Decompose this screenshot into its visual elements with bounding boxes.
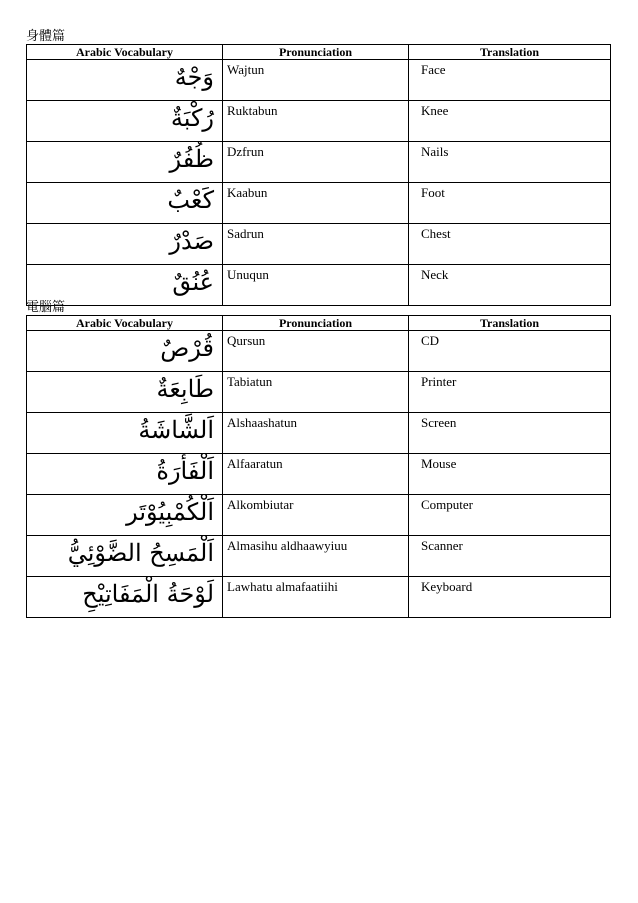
pronunciation: Lawhatu almafaatiihi	[223, 577, 409, 618]
arabic-word: طَابِعَةٌ	[27, 372, 223, 413]
arabic-word: اَلْمَسِحُ الضَّوْئِيُّ	[27, 536, 223, 577]
pronunciation: Tabiatun	[223, 372, 409, 413]
vocabulary-table	[26, 315, 611, 618]
translation: Face	[409, 60, 611, 101]
table-row	[27, 372, 611, 413]
header-arabic: Arabic Vocabulary	[27, 316, 223, 331]
arabic-word: وَجْهٌ	[27, 60, 223, 101]
arabic-word: قُرْصٌ	[27, 331, 223, 372]
pronunciation: Kaabun	[223, 183, 409, 224]
translation: Computer	[409, 495, 611, 536]
table-row	[27, 101, 611, 142]
pronunciation: Wajtun	[223, 60, 409, 101]
section-title: 電腦篇	[26, 299, 66, 314]
header-arabic: Arabic Vocabulary	[27, 45, 223, 60]
table-row	[27, 331, 611, 372]
pronunciation: Unuqun	[223, 265, 409, 306]
table-row	[27, 224, 611, 265]
translation: Foot	[409, 183, 611, 224]
arabic-word: لَوْحَةُ الْمَفَاتِيْحِ	[27, 577, 223, 618]
table-row	[27, 60, 611, 101]
header-translation: Translation	[409, 316, 611, 331]
translation: Screen	[409, 413, 611, 454]
table-row	[27, 183, 611, 224]
vocabulary-table	[26, 44, 611, 306]
pronunciation: Sadrun	[223, 224, 409, 265]
arabic-word: رُكْبَةٌ	[27, 101, 223, 142]
arabic-word: اَلشَّاشَةُ	[27, 413, 223, 454]
table-row	[27, 142, 611, 183]
arabic-word: ظُفُرٌ	[27, 142, 223, 183]
translation: Keyboard	[409, 577, 611, 618]
header-translation: Translation	[409, 45, 611, 60]
section-body-parts	[26, 28, 610, 306]
section-computer	[26, 299, 610, 618]
pronunciation: Ruktabun	[223, 101, 409, 142]
section-title: 身體篇	[26, 28, 66, 43]
pronunciation: Qursun	[223, 331, 409, 372]
pronunciation: Alkombiutar	[223, 495, 409, 536]
translation: Mouse	[409, 454, 611, 495]
translation: Scanner	[409, 536, 611, 577]
arabic-word: اَلْفَأْرَةُ	[27, 454, 223, 495]
arabic-word: عُنُقٌ	[27, 265, 223, 306]
table-row	[27, 577, 611, 618]
pronunciation: Dzfrun	[223, 142, 409, 183]
table-row	[27, 536, 611, 577]
translation: Chest	[409, 224, 611, 265]
arabic-word: اَلْكُمْبِيُوْتَر	[27, 495, 223, 536]
translation: CD	[409, 331, 611, 372]
table-header-row	[27, 316, 611, 331]
pronunciation: Alfaaratun	[223, 454, 409, 495]
translation: Printer	[409, 372, 611, 413]
arabic-word: كَعْبٌ	[27, 183, 223, 224]
table-header-row	[27, 45, 611, 60]
header-pronunciation: Pronunciation	[223, 316, 409, 331]
table-row	[27, 495, 611, 536]
pronunciation: Almasihu aldhaawyiuu	[223, 536, 409, 577]
table-row	[27, 454, 611, 495]
translation: Knee	[409, 101, 611, 142]
table-row	[27, 413, 611, 454]
translation: Nails	[409, 142, 611, 183]
arabic-word: صَدْرٌ	[27, 224, 223, 265]
pronunciation: Alshaashatun	[223, 413, 409, 454]
header-pronunciation: Pronunciation	[223, 45, 409, 60]
translation: Neck	[409, 265, 611, 306]
